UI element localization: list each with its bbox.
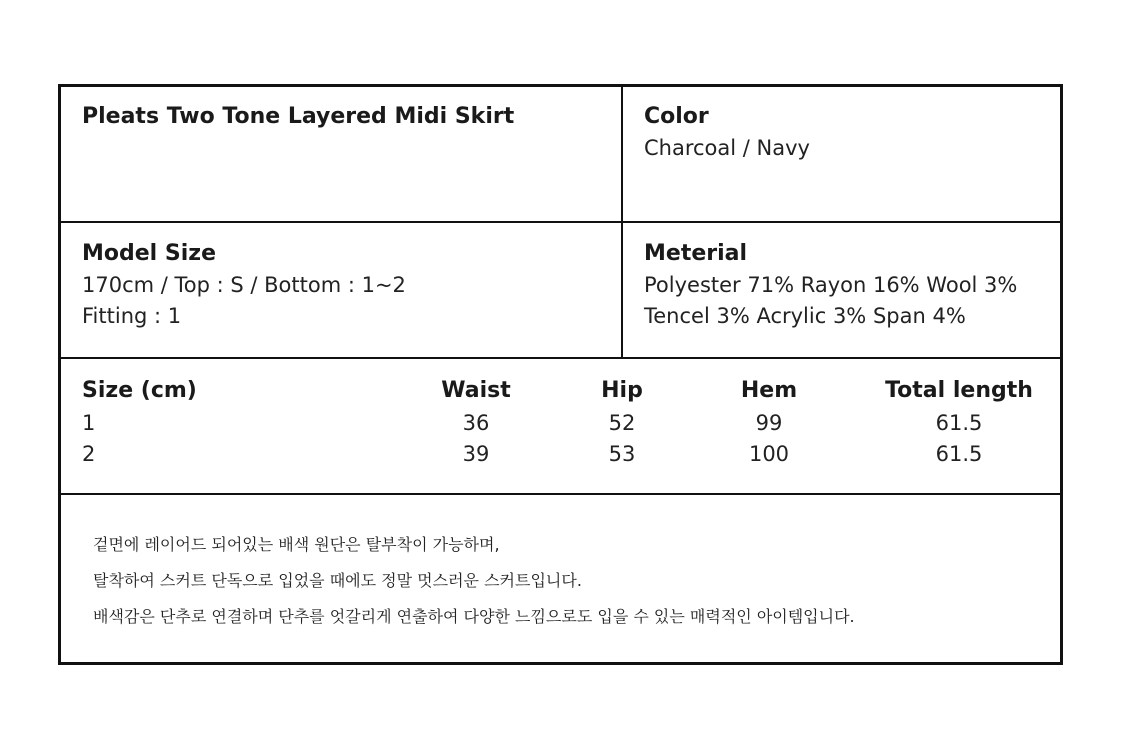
divider-row-2 [61, 357, 1060, 359]
hip-header: Hip [601, 378, 643, 403]
size-header: Size (cm) [82, 378, 197, 403]
product-info-card [58, 84, 1063, 665]
model-size-line-2: Fitting : 1 [82, 304, 182, 328]
waist-column [396, 375, 556, 470]
model-size-label: Model Size [82, 241, 216, 266]
hem-column [689, 375, 849, 470]
divider-row-3 [61, 493, 1060, 495]
total-length-cell: 61.5 [935, 411, 983, 435]
material-line-2: Tencel 3% Acrylic 3% Span 4% [644, 304, 966, 328]
description-line-2: 탈착하여 스커트 단독으로 입었을 때에도 정말 멋스러운 스커트입니다. [93, 571, 582, 590]
divider-row-1 [61, 221, 1060, 223]
color-label: Color [644, 104, 709, 129]
waist-cell: 36 [462, 411, 490, 435]
color-cell [644, 101, 810, 164]
hem-cell: 100 [748, 442, 790, 466]
product-name: Pleats Two Tone Layered Midi Skirt [82, 104, 515, 129]
hem-cell: 99 [755, 411, 783, 435]
hem-header: Hem [740, 378, 798, 403]
material-line-1: Polyester 71% Rayon 16% Wool 3% [644, 273, 1018, 297]
waist-header: Waist [441, 378, 511, 403]
hip-cell: 53 [608, 442, 636, 466]
description-line-1: 겉면에 레이어드 되어있는 배색 원단은 탈부착이 가능하며, [93, 535, 500, 554]
color-value: Charcoal / Navy [644, 136, 810, 160]
divider-column [621, 87, 623, 359]
product-description [93, 527, 855, 635]
waist-cell: 39 [462, 442, 490, 466]
size-column [82, 375, 242, 470]
model-size-line-1: 170cm / Top : S / Bottom : 1~2 [82, 273, 406, 297]
material-cell [644, 238, 1017, 332]
size-cell: 2 [82, 442, 96, 466]
total-length-header: Total length [885, 378, 1033, 403]
hip-column [542, 375, 702, 470]
description-line-3: 배색감은 단추로 연결하며 단추를 엇갈리게 연출하여 다양한 느낌으로도 입을 수 있는 매력적인 아이템입니다. [93, 607, 855, 626]
size-cell: 1 [82, 411, 96, 435]
total-length-column [869, 375, 1049, 470]
model-size-cell [82, 238, 406, 332]
hip-cell: 52 [608, 411, 636, 435]
material-label: Meterial [644, 241, 748, 266]
total-length-cell: 61.5 [935, 442, 983, 466]
